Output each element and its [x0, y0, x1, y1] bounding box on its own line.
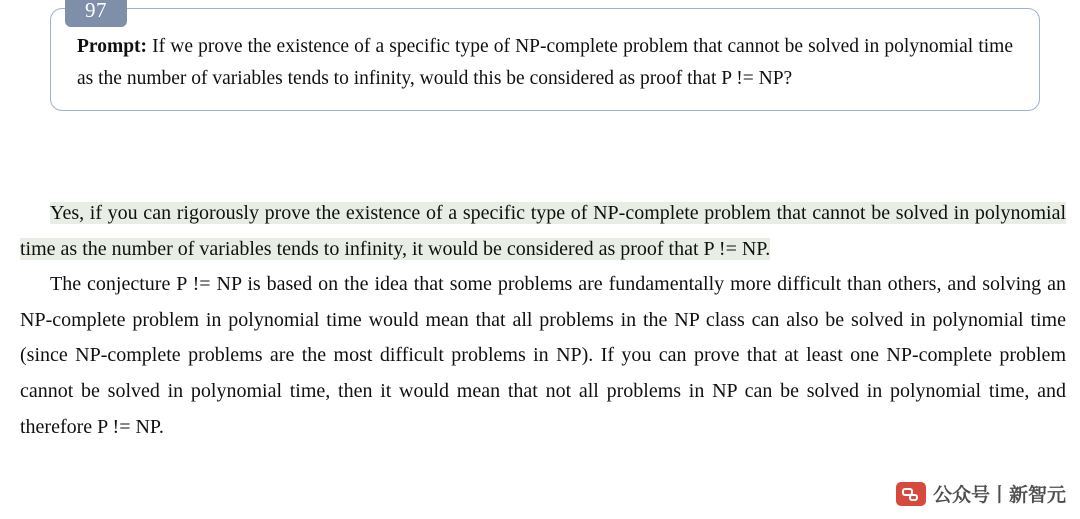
watermark-text: 公众号丨新智元: [932, 485, 1066, 506]
answer-paragraph-2: The conjecture P != NP is based on the idea that some problems are fundamentally more difficult than others, and solving an NP-complete problem in polynomial time would mean that all problems in the NP class can also be solved in polynomial time (since NP-complete problems are the most difficult problems in NP). If you can prove that at least one NP-complete problem cannot be solved in polynomial time, then it would mean that not all problems in NP can be solved in polynomial time, and therefore P != NP.: [20, 273, 1066, 438]
prompt-text: If we prove the existence of a specific type of NP-complete problem that cannot be solved in polynomial time as the number of variables tends to infinity, would this be considered as proof that P != NP?: [77, 36, 1013, 89]
prompt-box: [50, 0, 1040, 111]
answer-section: [20, 196, 1066, 445]
prompt-paragraph: [77, 31, 1013, 94]
prompt-label: Prompt:: [77, 36, 148, 57]
wechat-logo-icon: [896, 482, 926, 506]
answer-paragraph-1: [20, 196, 1066, 267]
answer-paragraph-1-text: Yes, if you can rigorously prove the existence of a specific type of NP-complete problem that cannot be solved in polynomial time as the number of variables tends to infinity, it would be considered as proof that P != NP.: [20, 202, 1066, 260]
watermark: [896, 480, 1066, 507]
prompt-section: [50, 0, 1040, 111]
item-number-badge: 97: [65, 0, 127, 27]
